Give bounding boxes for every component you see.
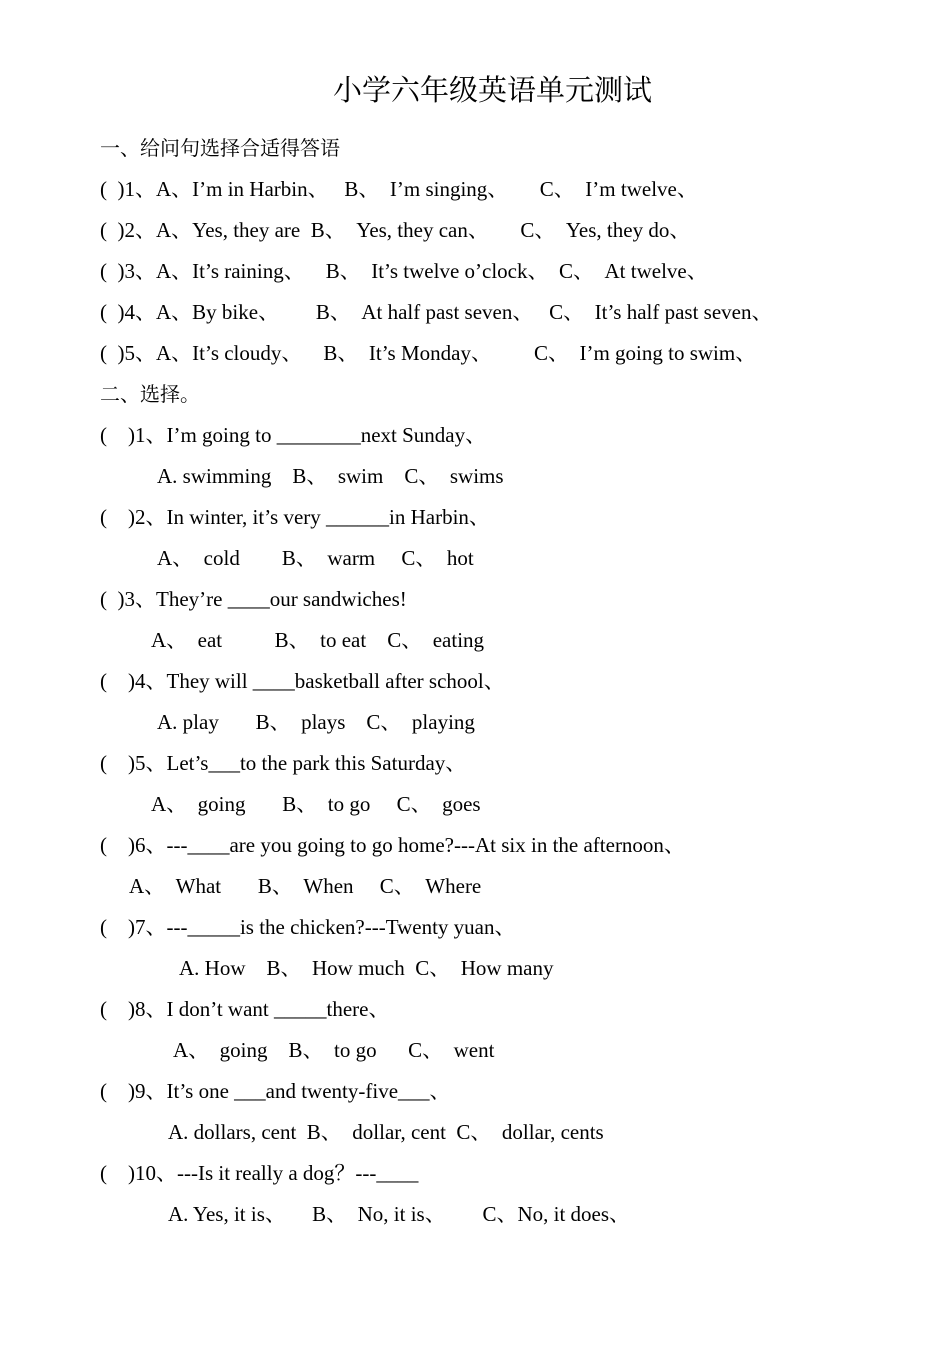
question-10: ( )10、---Is it really a dog？---____ [100, 1161, 419, 1185]
section-1-item-3: ( )3、A、It’s raining、 B、 It’s twelve o’clock、 C、 At twelve、 [100, 259, 708, 283]
section-1-item-4: ( )4、A、By bike、 B、 At half past seven、 C、 It’s half past seven、 [100, 300, 773, 324]
section-2-heading: 二、选择。 [100, 382, 200, 406]
question-5-options: A、 going B、 to go C、 goes [151, 792, 481, 816]
question-4: ( )4、They will ____basketball after school、 [100, 669, 505, 693]
question-3: ( )3、They’re ____our sandwiches! [100, 587, 407, 611]
question-7: ( )7、---_____is the chicken?---Twenty yuan、 [100, 915, 516, 939]
question-6: ( )6、---____are you going to go home?---At six in the afternoon、 [100, 833, 685, 857]
question-4-options: A. play B、 plays C、 playing [157, 710, 475, 734]
question-6-options: A、 What B、 When C、 Where [129, 874, 482, 898]
section-1-item-2: ( )2、A、Yes, they are B、 Yes, they can、 C、 Yes, they do、 [100, 218, 691, 242]
question-1: ( )1、I’m going to ________next Sunday、 [100, 423, 487, 447]
section-1-item-1: ( )1、A、I’m in Harbin、 B、 I’m singing、 C、 I’m twelve、 [100, 177, 698, 201]
section-1-heading: 一、给问句选择合适得答语 [100, 136, 340, 160]
section-1-item-5: ( )5、A、It’s cloudy、 B、 It’s Monday、 C、 I’m going to swim、 [100, 341, 757, 365]
question-8: ( )8、I don’t want _____there、 [100, 997, 390, 1021]
question-9: ( )9、It’s one ___and twenty-five___、 [100, 1079, 451, 1103]
question-8-options: A、 going B、 to go C、 went [173, 1038, 495, 1062]
question-1-options: A. swimming B、 swim C、 swims [157, 464, 504, 488]
question-10-options: A. Yes, it is、 B、 No, it is、 C、No, it does、 [168, 1202, 631, 1226]
question-3-options: A、 eat B、 to eat C、 eating [151, 628, 485, 652]
question-5: ( )5、Let’s___to the park this Saturday、 [100, 751, 467, 775]
question-2: ( )2、In winter, it’s very ______in Harbin、 [100, 505, 490, 529]
question-2-options: A、 cold B、 warm C、 hot [157, 546, 474, 570]
page-title: 小学六年级英语单元测试 [332, 73, 652, 107]
question-9-options: A. dollars, cent B、 dollar, cent C、 dollar, cents [168, 1120, 604, 1144]
question-7-options: A. How B、 How much C、 How many [179, 956, 554, 980]
